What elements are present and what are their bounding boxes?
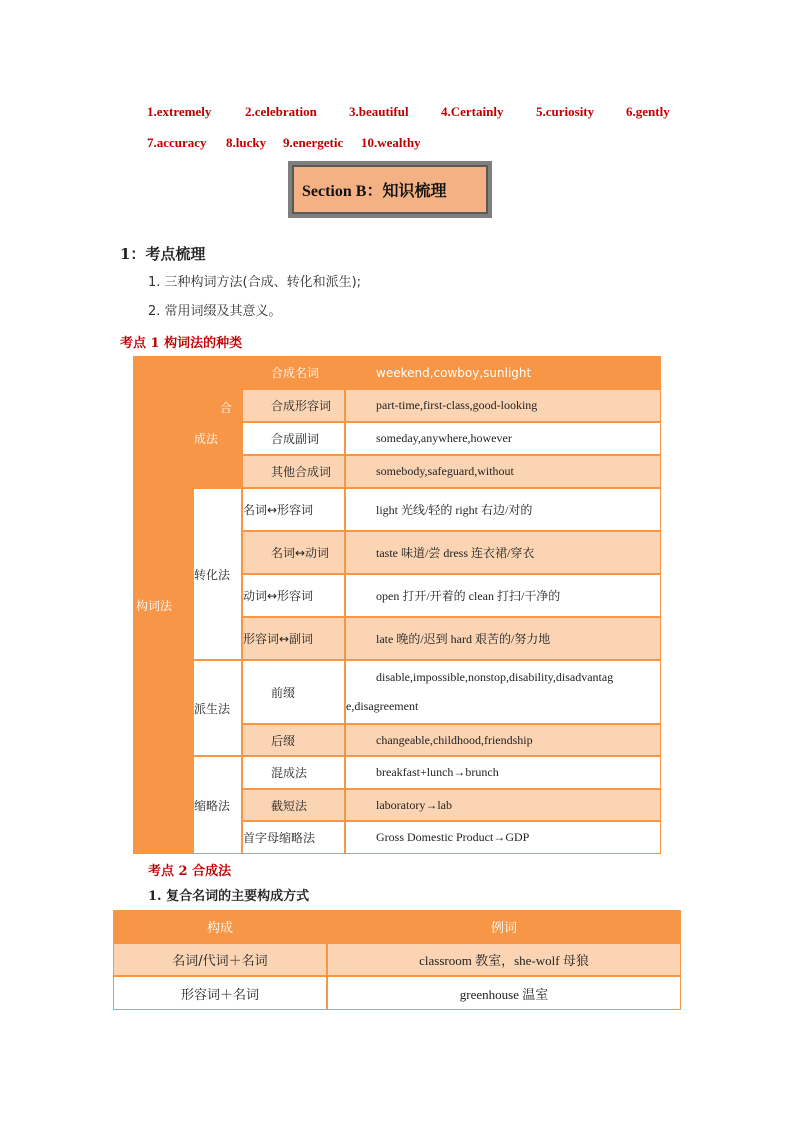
example-cell: light 光线/轻的 right 右边/对的	[345, 488, 661, 531]
type-cell: 后缀	[242, 724, 345, 756]
example-cell: laboratory→lab	[345, 789, 661, 821]
heading-kaodian-shuli: 1：考点梳理	[120, 245, 206, 263]
type-cell: 其他合成词	[242, 455, 345, 488]
type-cell: 合成名词	[242, 356, 345, 389]
list-item-1: 1. 三种构词方法(合成、转化和派生);	[148, 275, 362, 290]
category-suolue: 缩略法	[193, 756, 242, 854]
example-cell: part-time,first-class,good-looking	[345, 389, 661, 422]
type-cell: 前缀	[242, 660, 345, 724]
answer-8: 8.lucky	[226, 135, 267, 150]
type-cell: 名词↔形容词	[242, 488, 345, 531]
table-cell: 形容词＋名词	[113, 976, 327, 1010]
type-cell: 首字母缩略法	[242, 821, 345, 854]
example-line-1: disable,impossible,nonstop,disability,disadvantag	[376, 670, 614, 684]
category-zhuanhua: 转化法	[193, 488, 242, 660]
answer-6: 6.gently	[626, 104, 670, 119]
word-formation-table	[133, 356, 661, 854]
type-cell: 合成副词	[242, 422, 345, 455]
category-hecheng-a: 合	[220, 401, 233, 415]
root-cell: 构词法	[133, 356, 193, 854]
answer-1: 1.extremely	[147, 104, 212, 119]
header-cell: 例词	[327, 910, 681, 943]
category-hecheng	[193, 356, 242, 488]
example-cell: open 打开/开着的 clean 打扫/干净的	[345, 574, 661, 617]
answer-2: 2.celebration	[245, 104, 317, 119]
kaodian-2-title: 考点 2 合成法	[148, 864, 232, 879]
answer-4: 4.Certainly	[441, 104, 504, 119]
example-cell: weekend,cowboy,sunlight	[345, 356, 661, 389]
list-item-2: 2. 常用词缀及其意义。	[148, 304, 282, 319]
answer-10: 10.wealthy	[361, 135, 421, 150]
category-hecheng-b: 成法	[194, 432, 219, 446]
example-cell: Gross Domestic Product→GDP	[345, 821, 661, 854]
example-cell: changeable,childhood,friendship	[345, 724, 661, 756]
example-cell	[345, 660, 661, 724]
compound-noun-table	[113, 910, 681, 1010]
example-line-2: e,disagreement	[346, 699, 419, 713]
header-cell: 构成	[113, 910, 327, 943]
type-cell: 混成法	[242, 756, 345, 789]
answer-7: 7.accuracy	[147, 135, 207, 150]
table-cell: 名词/代词＋名词	[113, 943, 327, 976]
compound-noun-heading: 1. 复合名词的主要构成方式	[148, 889, 310, 904]
example-cell: taste 味道/尝 dress 连衣裙/穿衣	[345, 531, 661, 574]
kaodian-1-title: 考点 1 构词法的种类	[120, 336, 243, 351]
answer-9: 9.energetic	[283, 135, 344, 150]
type-cell: 形容词↔副词	[242, 617, 345, 660]
answer-3: 3.beautiful	[349, 104, 409, 119]
example-cell: somebody,safeguard,without	[345, 455, 661, 488]
answer-5: 5.curiosity	[536, 104, 595, 119]
table-cell: greenhouse 温室	[327, 976, 681, 1010]
type-cell: 截短法	[242, 789, 345, 821]
example-cell: someday,anywhere,however	[345, 422, 661, 455]
type-cell: 名词↔动词	[242, 531, 345, 574]
category-paisheng: 派生法	[193, 660, 242, 756]
table-cell: classroom 教室，she-wolf 母狼	[327, 943, 681, 976]
example-cell: late 晚的/迟到 hard 艰苦的/努力地	[345, 617, 661, 660]
type-cell: 动词↔形容词	[242, 574, 345, 617]
type-cell: 合成形容词	[242, 389, 345, 422]
section-title-box	[288, 161, 492, 218]
section-title: Section B：知识梳理	[292, 165, 488, 214]
example-cell: breakfast+lunch→brunch	[345, 756, 661, 789]
